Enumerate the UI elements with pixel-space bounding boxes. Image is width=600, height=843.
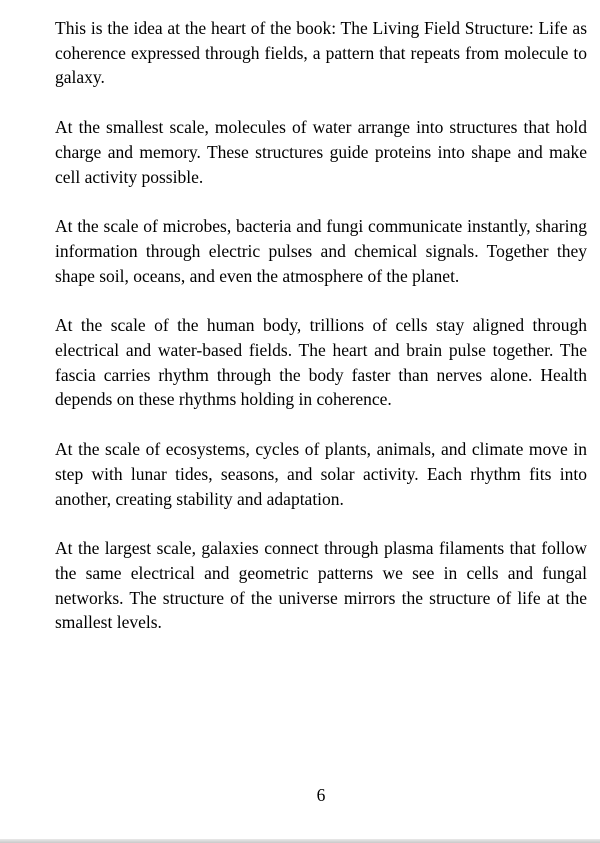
paragraph-human-body-scale: At the scale of the human body, trillions of cells stay aligned through electrical and water-based fields. The heart and brain pulse together. The fascia carries rhythm through the body faster than nerves alone. Health depends on these rhythms holding in coherence.: [55, 315, 587, 410]
paragraph-largest-scale: At the largest scale, galaxies connect through plasma filaments that follow the same electrical and geometric patterns we see in cells and fungal networks. The structure of the universe mirrors the structure of life at the smallest levels.: [55, 538, 587, 633]
page-bottom-edge: [0, 839, 600, 843]
paragraph-intro: This is the idea at the heart of the book: The Living Field Structure: Life as coherence expressed through fields, a pattern that repeats from molecule to galaxy.: [55, 18, 587, 88]
paragraph-ecosystems-scale: At the scale of ecosystems, cycles of plants, animals, and climate move in step with lunar tides, seasons, and solar activity. Each rhythm fits into another, creating stability and adaptation.: [55, 439, 587, 509]
paragraph-smallest-scale: At the smallest scale, molecules of water arrange into structures that hold charge and memory. These structures guide proteins into shape and make cell activity possible.: [55, 117, 587, 187]
page-number: 6: [316, 785, 326, 805]
page-body-text: [55, 16, 587, 635]
paragraph-microbes-scale: At the scale of microbes, bacteria and fungi communicate instantly, sharing information through electric pulses and chemical signals. Together they shape soil, oceans, and even the atmosphere of the planet.: [55, 216, 587, 286]
